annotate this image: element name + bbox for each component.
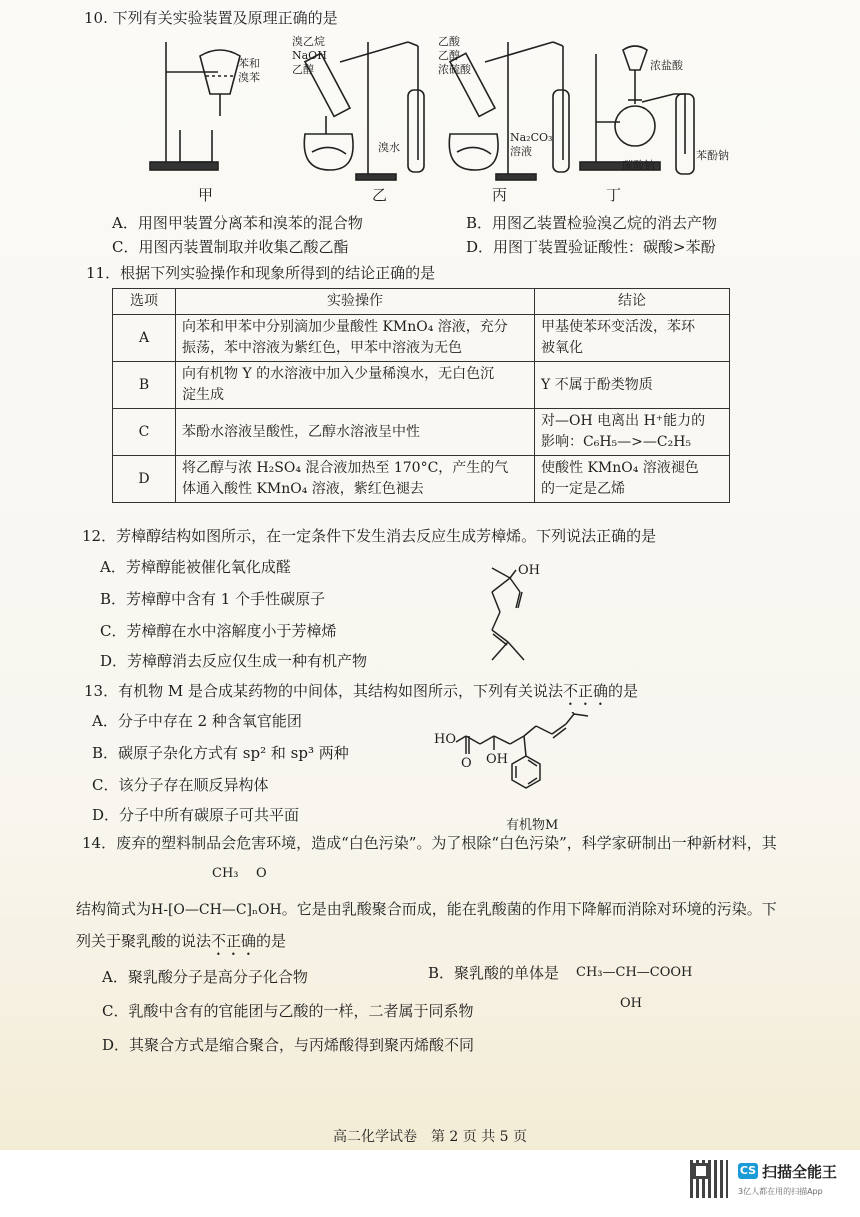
q13-stem-pre: 13．有机物 M 是合成某药物的中间体，其结构如图所示，下列有关说法 <box>84 682 563 700</box>
conclusion-line: 甲基使苯环变活泼，苯环 <box>541 319 695 335</box>
q14-option-b: B．聚乳酸的单体是 <box>428 964 560 982</box>
jia-reagent-label-1: 苯和 <box>238 57 260 70</box>
q14-line3 <box>76 930 286 959</box>
q13-option-a: A．分子中存在 2 种含氧官能团 <box>92 712 302 730</box>
yi-tube-label: 溴水 <box>378 141 400 154</box>
table-header-row <box>113 289 730 315</box>
q10-option-a: A．用图甲装置分离苯和溴苯的混合物 <box>112 214 363 232</box>
q13-stem-post: 的是 <box>608 682 639 700</box>
row-operation <box>176 456 535 503</box>
conclusion-line: 影响：C₆H₅—>—C₂H₅ <box>541 434 692 450</box>
ding-flask-label: 碳酸钠 <box>622 159 655 172</box>
q14-formula-main: H-[O—CH—C]ₙOH <box>151 902 282 918</box>
bing-tube-label-1: Na₂CO₃ <box>510 131 553 144</box>
operation-line: 向有机物 Y 的水溶液中加入少量稀溴水，无白色沉 <box>182 366 495 382</box>
compound-m-structure <box>430 712 610 822</box>
row-operation: 苯酚水溶液呈酸性，乙醇水溶液呈中性 <box>176 409 535 456</box>
compound-m-o-label: O <box>461 756 472 771</box>
conclusion-line: 的一定是乙烯 <box>541 481 625 497</box>
q12-option-a: A．芳樟醇能被催化氧化成醛 <box>100 558 291 576</box>
q10-option-c: C．用图丙装置制取并收集乙酸乙酯 <box>112 238 349 256</box>
bing-reagent-label-2: 乙醇 <box>438 49 460 62</box>
ding-acid-label: 浓盐酸 <box>650 59 683 72</box>
header-option: 选项 <box>113 289 176 315</box>
bing-reagent-label-1: 乙酸 <box>438 35 460 48</box>
camscanner-logo-icon: CS <box>739 1164 757 1177</box>
row-option: B <box>113 362 176 409</box>
conclusion-line: 使酸性 KMnO₄ 溶液褪色 <box>541 460 699 476</box>
caption-yi: 乙 <box>372 186 388 204</box>
scanner-app-subtitle: 3亿人都在用的扫描App <box>738 1187 823 1196</box>
table-row <box>113 362 730 409</box>
q10-option-d: D．用图丁装置验证酸性：碳酸>苯酚 <box>466 238 716 256</box>
compound-m-oh-label: OH <box>486 752 508 767</box>
q14-line3-pre: 列关于聚乳酸的说法 <box>76 932 212 950</box>
caption-jia: 甲 <box>198 186 214 204</box>
q14-formula-ch3: CH₃ <box>212 866 239 881</box>
q14-line2-post: 。它是由乳酸聚合而成，能在乳酸菌的作用下降解而消除对环境的污染。下 <box>281 900 777 918</box>
page-footer: 高二化学试卷 第 2 页 共 5 页 <box>332 1129 528 1145</box>
bing-reagent-label-3: 浓硫酸 <box>438 63 471 76</box>
ding-tube-label: 苯酚钠 <box>696 149 729 162</box>
yi-reagent-label-3: 乙醇 <box>292 63 314 76</box>
q10-stem: 10. 下列有关实验装置及原理正确的是 <box>84 9 338 27</box>
table-row <box>113 409 730 456</box>
operation-line: 体通入酸性 KMnO₄ 溶液，紫红色褪去 <box>182 481 424 497</box>
q12-stem: 12．芳樟醇结构如图所示，在一定条件下发生消去反应生成芳樟烯。下列说法正确的是 <box>82 527 657 545</box>
q12-option-b: B．芳樟醇中含有 1 个手性碳原子 <box>100 590 326 608</box>
q14-line3-post: 的是 <box>256 932 287 950</box>
q14-option-b-formula: CH₃—CH—COOH <box>576 965 693 980</box>
q14-line3-emph: 不正确 <box>211 932 257 950</box>
conclusion-line: 被氧化 <box>541 340 583 356</box>
conclusion-line: 对—OH 电离出 H⁺能力的 <box>541 413 706 429</box>
conclusion-line: Y 不属于酚类物质 <box>541 376 653 393</box>
operation-line: 振荡，苯中溶液为紫红色，甲苯中溶液为无色 <box>182 340 462 356</box>
row-conclusion <box>535 315 730 362</box>
header-operation: 实验操作 <box>176 289 535 315</box>
q12-option-c: C．芳樟醇在水中溶解度小于芳樟烯 <box>100 622 337 640</box>
q11-stem: 11．根据下列实验操作和现象所得到的结论正确的是 <box>86 264 436 282</box>
q14-stem: 14．废弃的塑料制品会危害环境，造成“白色污染”。为了根除“白色污染”，科学家研制出一种新材料，其 <box>82 834 777 852</box>
header-conclusion: 结论 <box>535 289 730 315</box>
row-operation <box>176 362 535 409</box>
table-row <box>113 315 730 362</box>
scanner-strip <box>0 1150 860 1217</box>
q12-option-d: D．芳樟醇消去反应仅生成一种有机产物 <box>100 652 368 670</box>
q14-option-d: D．其聚合方式是缩合聚合，与丙烯酸得到聚丙烯酸不同 <box>102 1036 475 1054</box>
row-option: C <box>113 409 176 456</box>
q13-stem-emph: 不正确 <box>563 682 609 700</box>
q14-line2 <box>76 898 777 921</box>
row-conclusion <box>535 362 730 409</box>
operation-line: 淀生成 <box>182 387 224 403</box>
q13-option-b: B．碳原子杂化方式有 sp² 和 sp³ 两种 <box>92 744 349 762</box>
scanner-app-title: 扫描全能王 <box>762 1163 838 1181</box>
q10-option-b: B．用图乙装置检验溴乙烷的消去产物 <box>466 214 718 232</box>
row-option: A <box>113 315 176 362</box>
row-operation <box>176 315 535 362</box>
table-row <box>113 456 730 503</box>
operation-line: 将乙醇与浓 H₂SO₄ 混合液加热至 170°C，产生的气 <box>182 460 509 476</box>
row-option: D <box>113 456 176 503</box>
caption-bing: 丙 <box>492 186 508 204</box>
q14-option-c: C．乳酸中含有的官能团与乙酸的一样，二者属于同系物 <box>102 1002 474 1020</box>
operation-line: 向苯和甲苯中分别滴加少量酸性 KMnO₄ 溶液，充分 <box>182 319 508 335</box>
jia-reagent-label-2: 溴苯 <box>238 71 260 84</box>
linalool-oh-label: OH <box>518 563 540 578</box>
compound-m-ho-label: HO <box>434 732 456 747</box>
yi-reagent-label-2: NaOH <box>292 49 327 62</box>
qr-code-icon <box>690 1160 728 1198</box>
bing-tube-label-2: 溶液 <box>510 145 532 158</box>
compound-m-caption: 有机物M <box>506 818 559 833</box>
caption-ding: 丁 <box>606 186 622 204</box>
q11-table <box>112 288 730 503</box>
q14-option-b-oh: OH <box>620 996 642 1011</box>
row-conclusion <box>535 409 730 456</box>
q13-stem <box>84 680 638 709</box>
q13-option-d: D．分子中所有碳原子可共平面 <box>92 806 300 824</box>
yi-reagent-label-1: 溴乙烷 <box>292 35 325 48</box>
q14-line2-pre: 结构简式为 <box>76 900 152 918</box>
q14-formula-o: O <box>256 866 267 881</box>
q14-option-a: A．聚乳酸分子是高分子化合物 <box>102 968 308 986</box>
row-conclusion <box>535 456 730 503</box>
q13-option-c: C．该分子存在顺反异构体 <box>92 776 269 794</box>
